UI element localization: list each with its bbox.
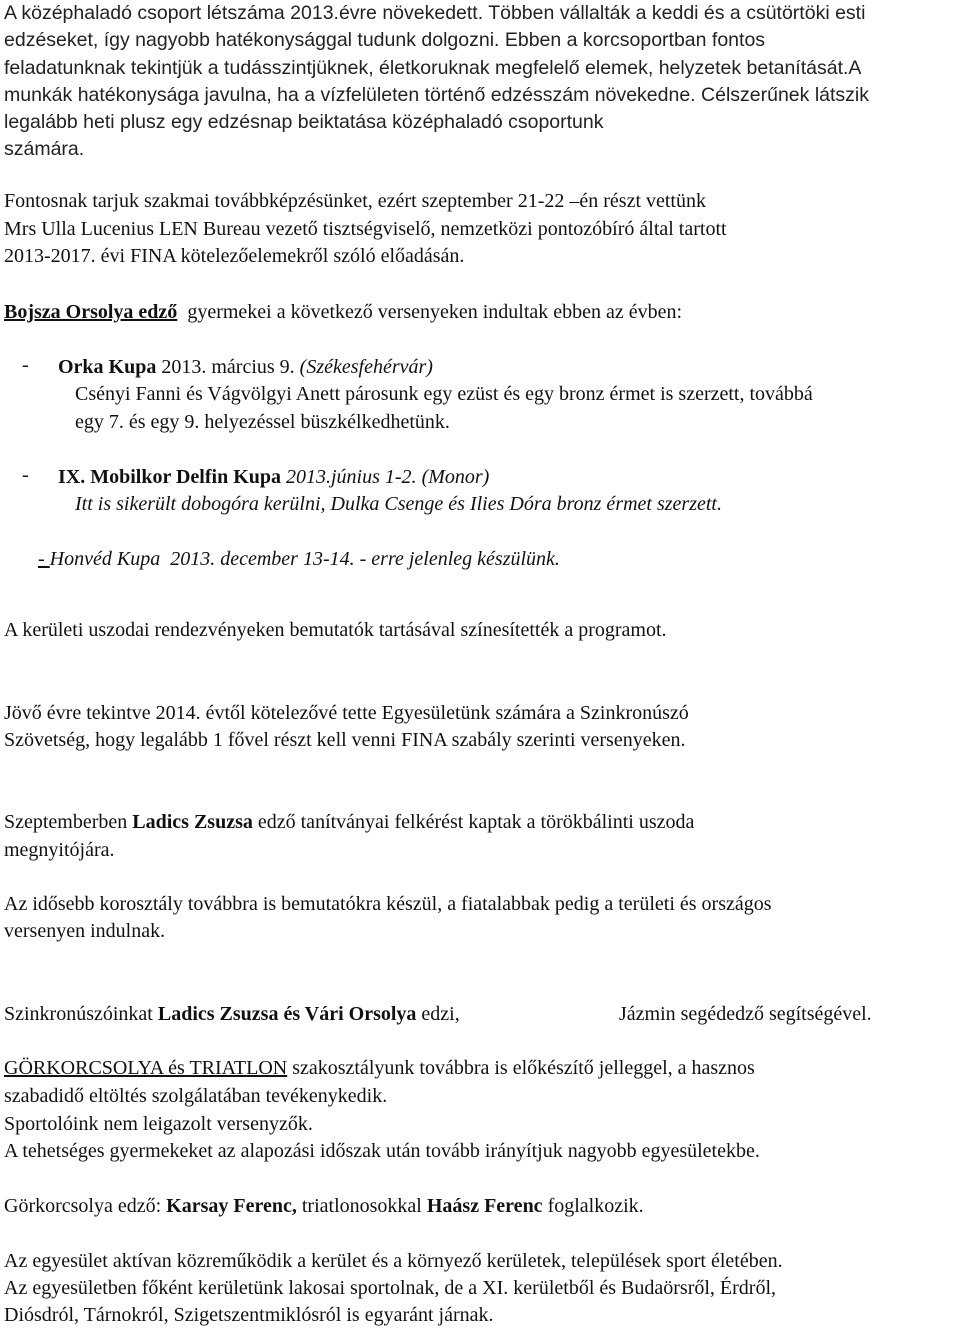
competition-1-date: 2013. március 9. (161, 356, 295, 378)
competition-1-name: Orka Kupa (58, 356, 157, 378)
intro-line-3-tail: A (848, 57, 862, 79)
closing-line-2: Az egyesületben főként kerületünk lakosai sportolnak, de a XI. kerületből és Budaörsről, Érdről, (4, 1277, 777, 1299)
intro-line-3-text: feladatunknak tekintjük a tudásszintjüknek, életkoruknak megfelelő elemek, helyzetek betanítását. (4, 57, 849, 79)
competition-2-result-1: Itt is sikerült dobogóra kerülni, Dulka Csenge és Ilies Dóra bronz érmet szerzett. (75, 493, 722, 515)
competition-2-date: 2013.június 1-2. (286, 466, 417, 488)
competition-1-result-2: egy 7. és egy 9. helyezéssel büszkélkedhetünk. (75, 411, 450, 433)
competition-1-header (58, 354, 433, 382)
competition-2-header (58, 464, 489, 492)
staff-coach-2: Haász Ferenc (426, 1195, 543, 1217)
sections-line-4: A tehetséges gyermekeket az alapozási időszak után tovább irányítjuk nagyobb egyesületekbe. (4, 1140, 760, 1162)
competition-3-name: Honvéd Kupa (49, 548, 161, 570)
list-dash-1: - (22, 354, 29, 376)
closing-line-1: Az egyesület aktívan közreműködik a kerület és a környező kerületek, települések sport életében. (4, 1250, 783, 1272)
intro-line-6: számára. (4, 138, 85, 160)
competition-2-place: (Monor) (421, 466, 490, 488)
intro-line-3 (4, 55, 861, 83)
training-line-3: 2013-2017. évi FINA kötelezőelemekről szóló előadásán. (4, 245, 465, 267)
staff-line (4, 1193, 644, 1221)
staff-pre: Görkorcsolya edző: (4, 1195, 167, 1217)
september-pre: Szeptemberben (4, 811, 133, 833)
intro-line-5: legalább heti plusz egy edzésnap beiktatása középhaladó csoportunk (4, 111, 604, 133)
september-coach: Ladics Zsuzsa (132, 811, 253, 833)
coaches-pre: Szinkronúszóinkat (4, 1003, 158, 1025)
staff-mid: triatlonosokkal (296, 1195, 427, 1217)
coach-intro (4, 299, 682, 327)
september-line-2: megnyitójára. (4, 839, 115, 861)
next-year-line-2: Szövetség, hogy legalább 1 fővel részt kell venni FINA szabály szerinti versenyeken. (4, 729, 686, 751)
september-post: edző tanítványai felkérést kaptak a törökbálinti uszoda (252, 811, 695, 833)
coach-name: Bojsza Orsolya edző (4, 301, 178, 323)
intro-line-2: edzéseket, így nagyobb hatékonysággal tudunk dolgozni. Ebben a korcsoportban fontos (4, 29, 766, 51)
competition-1-place: (Székesfehérvár) (299, 356, 433, 378)
training-line-1: Fontosnak tarjuk szakmai továbbképzésünket, ezért szeptember 21-22 –én részt vettünk (4, 190, 706, 212)
list-dash-3: - (38, 548, 50, 570)
district-paragraph: A kerületi uszodai rendezvényeken bemutatók tartásával színesítették a programot. (4, 619, 667, 641)
coaches-names: Ladics Zsuzsa és Vári Orsolya (157, 1003, 417, 1025)
training-line-2: Mrs Ulla Lucenius LEN Bureau vezető tisztségviselő, nemzetközi pontozóbíró által tartott (4, 218, 727, 240)
older-line-1: Az idősebb korosztály továbbra is bemutatókra készül, a fiatalabbak pedig a területi és országos (4, 893, 772, 915)
closing-line-3: Diósdról, Tárnokról, Szigetszentmiklósról is egyaránt járnak. (4, 1304, 494, 1326)
coaches-line (4, 1001, 460, 1029)
sections-line-2: szabadidő eltöltés szolgálatában tevékenykedik. (4, 1085, 388, 1107)
competition-3-line (38, 546, 560, 574)
sections-line-3: Sportolóink nem leigazolt versenyzők. (4, 1113, 313, 1135)
sections-line-1-rest: szakosztályunk továbbra is előkészítő jelleggel, a hasznos (287, 1057, 755, 1079)
next-year-line-1: Jövő évre tekintve 2014. évtől kötelezővé tette Egyesületünk számára a Szinkronúszó (4, 702, 689, 724)
competition-3-note: - erre jelenleg készülünk. (359, 548, 560, 570)
intro-line-1: A középhaladó csoport létszáma 2013.évre növekedett. Többen vállalták a keddi és a csütörtöki esti (4, 2, 866, 24)
coaches-assistant: Jázmin segédedző segítségével. (619, 1003, 872, 1025)
staff-coach-1: Karsay Ferenc, (166, 1195, 297, 1217)
competition-3-date: 2013. december 13-14. (170, 548, 355, 570)
staff-post: foglalkozik. (542, 1195, 644, 1217)
intro-line-4: munkák hatékonysága javulna, ha a vízfelületen történő edzésszám növekedne. Célszerűnek látszik (4, 84, 869, 106)
sections-title: GÖRKORCSOLYA és TRIATLON (4, 1057, 288, 1079)
september-line-1 (4, 809, 694, 837)
coach-intro-rest: gyermekei a következő versenyeken indultak ebben az évben: (187, 301, 683, 323)
sections-line-1 (4, 1055, 755, 1083)
competition-2-name: IX. Mobilkor Delfin Kupa (58, 466, 281, 488)
competition-1-result-1: Csényi Fanni és Vágvölgyi Anett párosunk egy ezüst és egy bronz érmet is szerzett, továbbá (75, 383, 813, 405)
older-line-2: versenyen indulnak. (4, 920, 166, 942)
list-dash-2: - (22, 464, 29, 486)
coaches-post: edzi, (416, 1003, 460, 1025)
